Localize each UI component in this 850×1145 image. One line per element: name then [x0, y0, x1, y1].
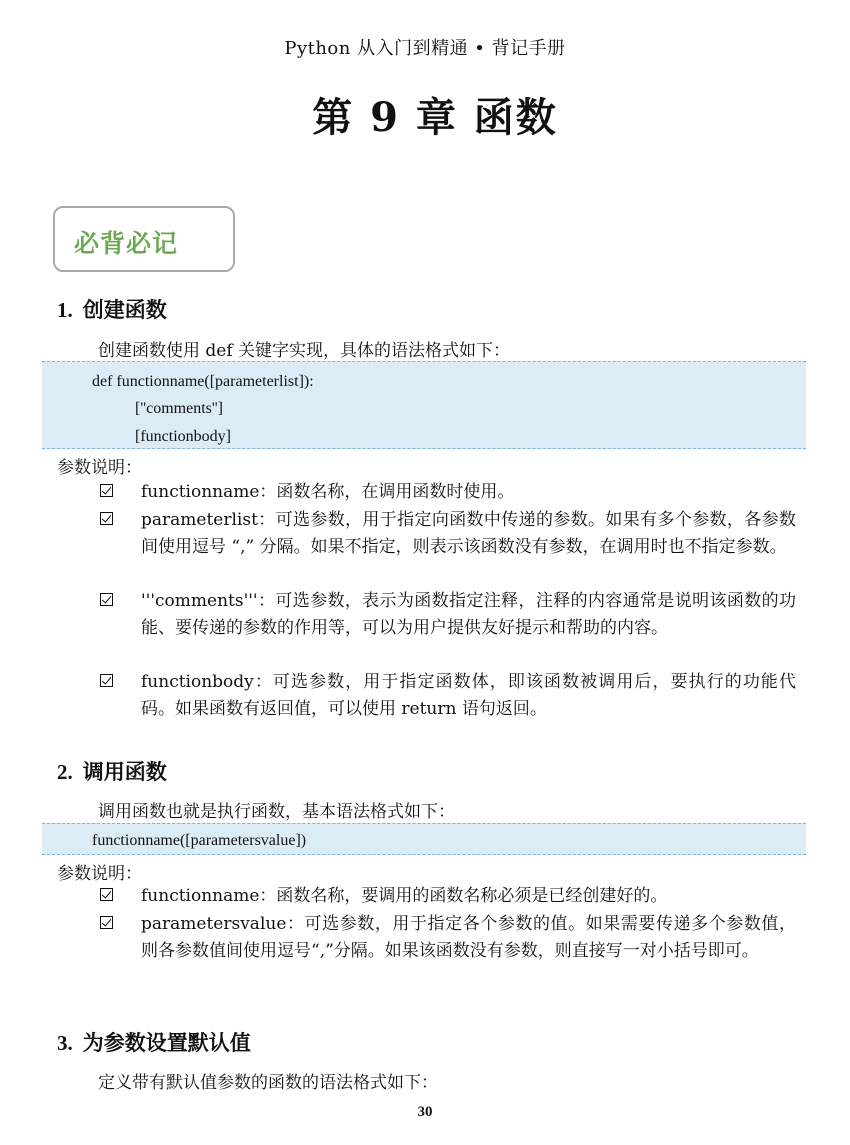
code-block [42, 823, 806, 855]
checkbox-icon [100, 888, 113, 901]
section-number: 3. [57, 1031, 73, 1055]
params-label: 参数说明： [57, 458, 142, 478]
section-intro: 创建函数使用 def 关键字实现，具体的语法格式如下： [98, 341, 511, 361]
code-line: [''comments''] [135, 400, 223, 417]
checkbox-icon [100, 484, 113, 497]
section-title: 调用函数 [82, 760, 167, 784]
code-line: def functionname([parameterlist]): [92, 373, 314, 390]
section-heading-2 [57, 756, 167, 786]
param-text: functionname：函数名称，在调用函数时使用。 [141, 482, 515, 502]
running-head: Python 从入门到精通 • 背记手册 [284, 38, 566, 59]
page-number: 30 [417, 1104, 433, 1120]
section-title: 为参数设置默认值 [82, 1031, 251, 1055]
checkbox-icon [100, 512, 113, 525]
param-text: functionbody：可选参数，用于指定函数体，即该函数被调用后，要执行的功能代码。如果函数有返回值，可以使用 return 语句返回。 [141, 672, 796, 719]
checkbox-icon [100, 593, 113, 606]
code-line: functionname([parametersvalue]) [92, 832, 307, 849]
memo-box [53, 206, 235, 272]
checkbox-icon [100, 674, 113, 687]
param-text: '''comments'''：可选参数，表示为函数指定注释，注释的内容通常是说明该函数的功能、要传递的参数的作用等，可以为用户提供友好提示和帮助的内容。 [141, 591, 796, 638]
code-block [42, 361, 806, 449]
section-heading-3 [57, 1027, 251, 1057]
section-title: 创建函数 [82, 298, 167, 322]
section-intro: 调用函数也就是执行函数，基本语法格式如下： [98, 802, 455, 822]
memo-box-label: 必背必记 [74, 229, 179, 258]
section-intro: 定义带有默认值参数的函数的语法格式如下： [98, 1073, 438, 1093]
param-text: functionname：函数名称，要调用的函数名称必须是已经创建好的。 [141, 886, 668, 906]
section-heading-1 [57, 294, 167, 324]
param-text: parameterlist：可选参数，用于指定向函数中传递的参数。如果有多个参数，各参数间使用逗号 “,” 分隔。如果不指定，则表示该函数没有参数，在调用时也不指定参数。 [141, 510, 796, 557]
param-text: parametersvalue：可选参数，用于指定各个参数的值。如果需要传递多个参数值，则各参数值间使用逗号“,”分隔。如果该函数没有参数，则直接写一对小括号即可。 [141, 914, 796, 961]
checkbox-icon [100, 916, 113, 929]
chapter-title: 第 9 章 函数 [312, 94, 558, 141]
section-number: 2. [57, 760, 73, 784]
params-label: 参数说明： [57, 864, 142, 884]
section-number: 1. [57, 298, 73, 322]
code-line: [functionbody] [135, 428, 231, 445]
